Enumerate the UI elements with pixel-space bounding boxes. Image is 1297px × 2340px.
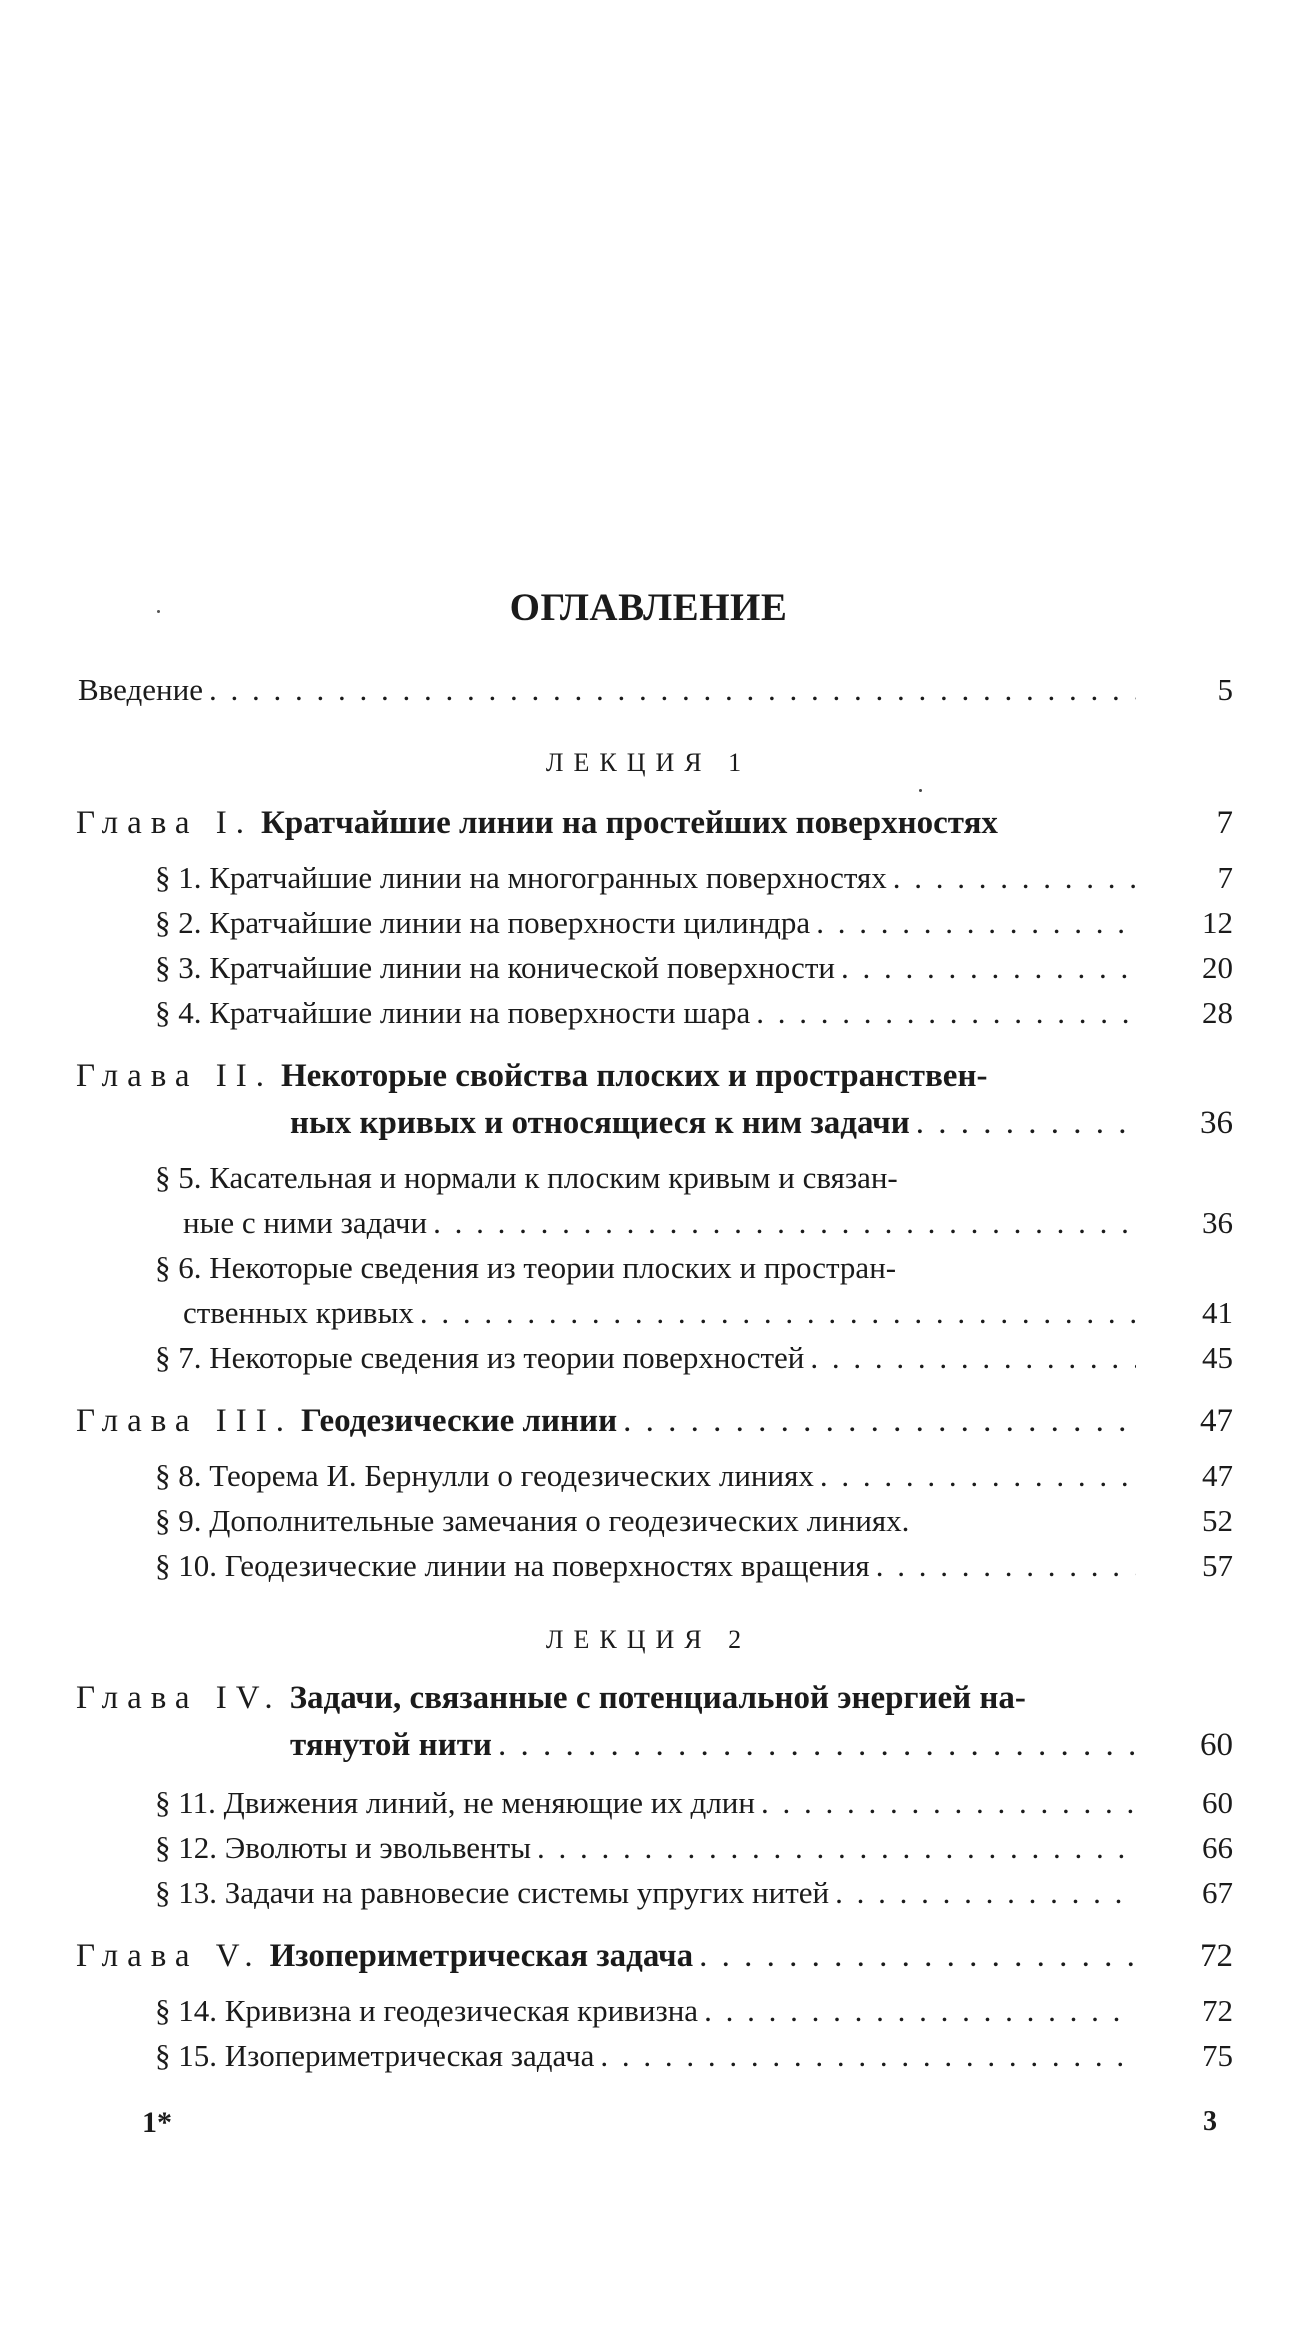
leader-dots: [498, 1727, 1136, 1767]
leader-dots: [756, 995, 1136, 1032]
chapter-label: Глава I.: [76, 805, 253, 841]
section-entry: [155, 2038, 1142, 2075]
section-title: § 15. Изопериметрическая задача: [155, 2038, 595, 2073]
section-title: ные с ними задачи: [183, 1205, 428, 1240]
page-number: 7: [1216, 805, 1233, 841]
section-title: § 14. Кривизна и геодезическая кривизна: [155, 1993, 699, 2028]
leader-dots: [893, 860, 1136, 897]
page-number: 28: [1202, 995, 1233, 1030]
chapter-title: тянутой нити: [290, 1727, 492, 1763]
section-entry: [155, 1830, 1142, 1867]
chapter-label: Глава III.: [76, 1403, 293, 1439]
leader-dots: [600, 2038, 1136, 2075]
page-number: 72: [1200, 1938, 1233, 1974]
page-number: 7: [1217, 860, 1233, 895]
section-entry: [183, 1295, 1142, 1332]
chapter-label: Глава IV.: [76, 1680, 282, 1716]
section-title: § 1. Кратчайшие линии на многогранных поверхностях: [155, 860, 887, 895]
page-number: 45: [1202, 1340, 1233, 1375]
leader-dots: [820, 1458, 1136, 1495]
page-number: 47: [1200, 1403, 1233, 1439]
chapter-title: ных кривых и относящиеся к ним задачи: [290, 1105, 910, 1141]
chapter-title: Некоторые свойства плоских и пространствен-: [280, 1058, 988, 1094]
leader-dots: [761, 1785, 1136, 1822]
chapter-heading: [76, 1058, 987, 1095]
section-title: § 12. Эволюты и эвольвенты: [155, 1830, 532, 1865]
section-title: § 13. Задачи на равновесие системы упругих нитей: [155, 1875, 830, 1910]
section-title: § 3. Кратчайшие линии на конической поверхности: [155, 950, 835, 985]
chapter-heading: [76, 805, 1122, 842]
section-entry: [155, 995, 1142, 1032]
chapter-heading: [76, 1938, 1142, 1978]
leader-dots: [420, 1295, 1136, 1332]
section-entry: [155, 905, 1142, 942]
page-number: 72: [1202, 1993, 1233, 2028]
section-title: § 6. Некоторые сведения из теории плоских и простран-: [155, 1250, 897, 1285]
leader-dots: [704, 1993, 1136, 2030]
leader-dots: [537, 1830, 1136, 1867]
page-number: 75: [1202, 2038, 1233, 2073]
leader-dots: [876, 1548, 1136, 1585]
section-entry: [155, 860, 1142, 897]
section-title: § 11. Движения линий, не меняющие их длин: [155, 1785, 755, 1820]
page-number: 20: [1202, 950, 1233, 985]
leader-dots: [433, 1205, 1136, 1242]
chapter-heading-continued: [290, 1727, 1142, 1767]
page-title: ОГЛАВЛЕНИЕ: [509, 586, 788, 629]
chapter-title: Задачи, связанные с потенциальной энергией на-: [289, 1680, 1026, 1716]
section-entry: [155, 950, 1142, 987]
leader-dots: [209, 672, 1136, 709]
page-number: 67: [1202, 1875, 1233, 1910]
section-entry: [155, 1785, 1142, 1822]
section-title: § 8. Теорема И. Бернулли о геодезических линиях: [155, 1458, 814, 1493]
lecture-heading: ЛЕКЦИЯ 1: [545, 748, 752, 777]
folio-page-number: 3: [1203, 2106, 1217, 2137]
chapter-title: Изопериметрическая задача: [269, 1938, 694, 1974]
page-number: 36: [1200, 1105, 1233, 1141]
chapter-label: Глава V.: [76, 1938, 262, 1974]
section-entry: [155, 1993, 1142, 2030]
print-speck: [919, 789, 922, 792]
section-entry: [155, 1340, 1142, 1377]
signature-mark: 1*: [142, 2106, 172, 2139]
section-title: § 7. Некоторые сведения из теории поверхностей: [155, 1340, 805, 1375]
page-number: 36: [1202, 1205, 1233, 1240]
leader-dots: [623, 1403, 1136, 1443]
chapter-title: Кратчайшие линии на простейших поверхностях: [261, 805, 998, 841]
section-entry: [155, 1458, 1142, 1495]
leader-dots: [916, 1105, 1136, 1145]
page-number: 12: [1202, 905, 1233, 940]
section-title: ственных кривых: [183, 1295, 414, 1330]
leader-dots: [816, 905, 1136, 942]
chapter-heading-continued: [290, 1105, 1142, 1145]
section-title: § 2. Кратчайшие линии на поверхности цилиндра: [155, 905, 811, 940]
section-title: § 9. Дополнительные замечания о геодезических линиях.: [155, 1503, 910, 1538]
toc-entry-intro: [78, 672, 1142, 709]
leader-dots: [841, 950, 1136, 987]
page-number: 41: [1202, 1295, 1233, 1330]
section-entry: [155, 1503, 1142, 1539]
leader-dots: [835, 1875, 1136, 1912]
chapter-label: Глава II.: [76, 1058, 273, 1094]
page-number: 57: [1202, 1548, 1233, 1583]
chapter-heading: [76, 1403, 1142, 1443]
section-entry: [183, 1205, 1142, 1242]
page-number: 60: [1202, 1785, 1233, 1820]
section-title: § 10. Геодезические линии на поверхностях вращения: [155, 1548, 870, 1583]
chapter-heading: [76, 1680, 1026, 1717]
section-entry: [155, 1548, 1142, 1585]
section-entry: [155, 1875, 1142, 1912]
page-number: 66: [1202, 1830, 1233, 1865]
chapter-title: Геодезические линии: [300, 1403, 618, 1439]
page-number: 52: [1202, 1503, 1233, 1538]
page-number: 5: [1217, 672, 1233, 707]
section-title: § 5. Касательная и нормали к плоским кривым и связан-: [155, 1160, 898, 1195]
page-number: 47: [1202, 1458, 1233, 1493]
page-number: 60: [1200, 1727, 1233, 1763]
section-title: § 4. Кратчайшие линии на поверхности шара: [155, 995, 751, 1030]
lecture-heading: ЛЕКЦИЯ 2: [545, 1625, 752, 1654]
entry-label: Введение: [78, 672, 203, 707]
leader-dots: [699, 1938, 1136, 1978]
leader-dots: [810, 1340, 1136, 1377]
